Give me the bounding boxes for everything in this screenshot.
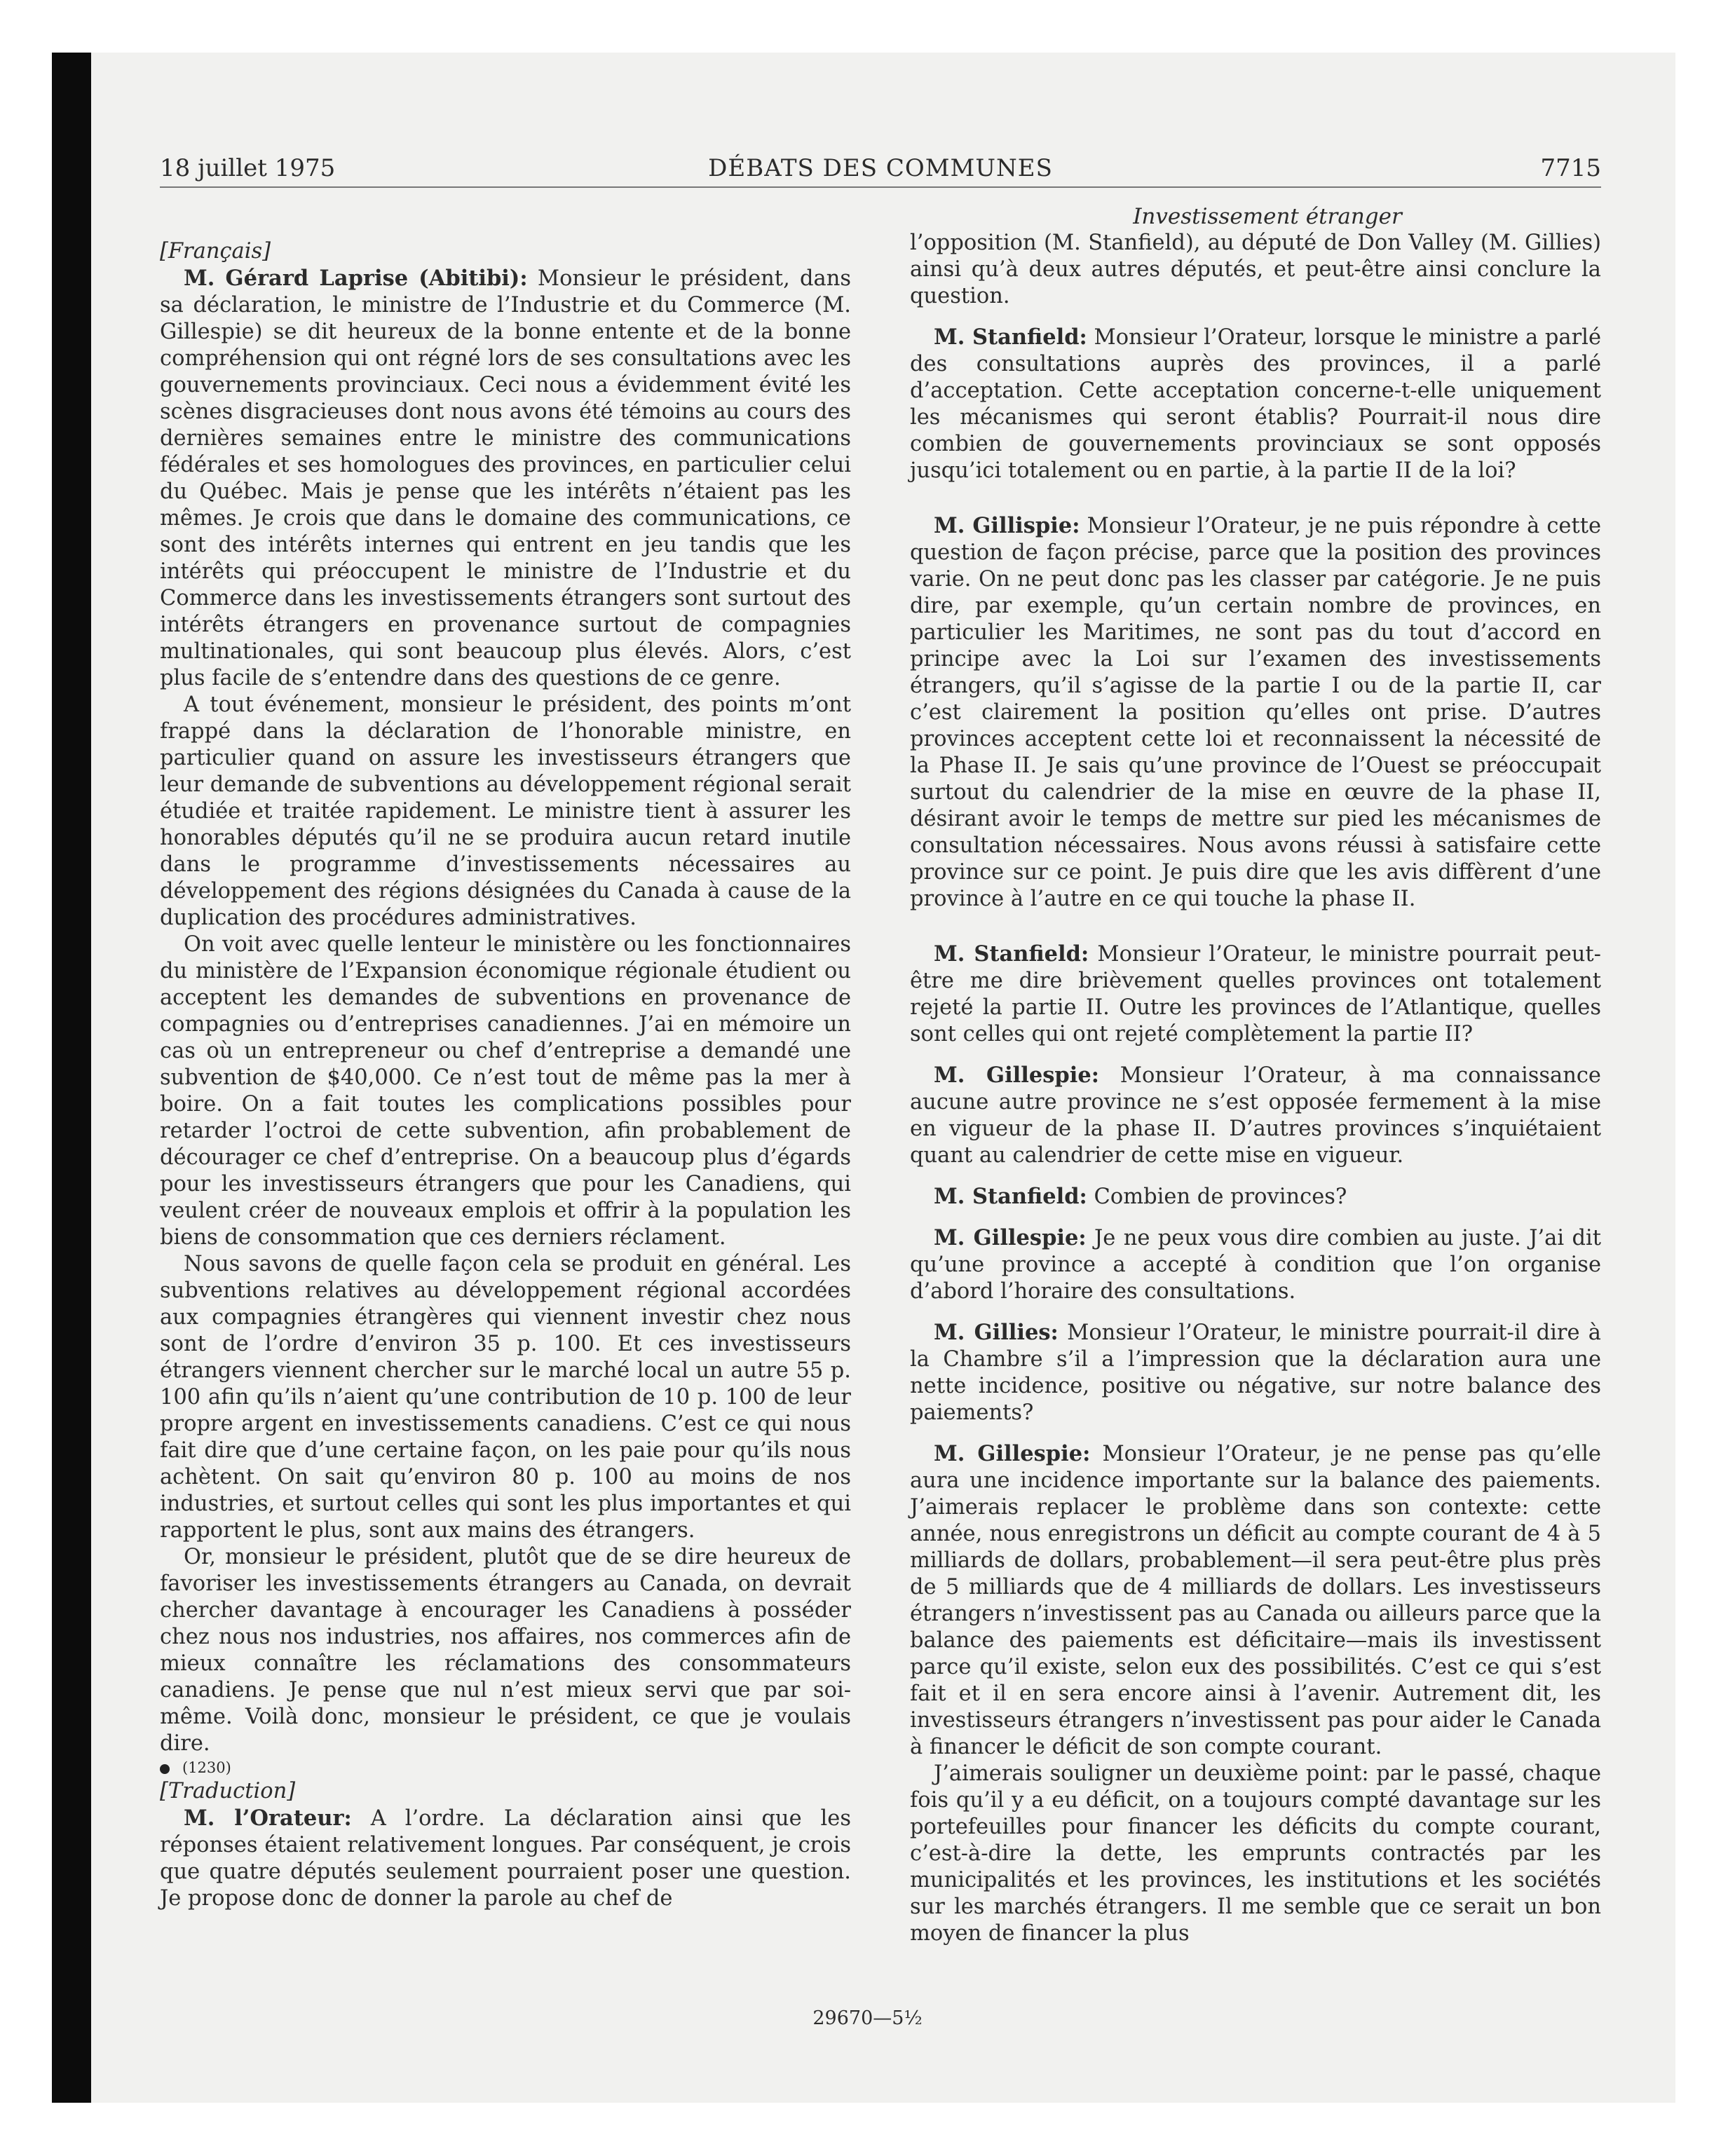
text-stanfield-2: Monsieur l’Orateur, le ministre pourrait peut-être me dire brièvement quelles provinces ont totalement rejeté la partie II. Outre les provinces de l’Atlantique, quelles sont celles qui ont rejeté complètement la partie II? bbox=[910, 942, 1601, 1046]
text-gillespie-2: Monsieur l’Orateur, à ma connaissance aucune autre province ne s’est opposée fermement à la mise en vigueur de la phase II. D’autres provinces s’inquiétaient quant au calendrier de cette mise en vigueur. bbox=[910, 1063, 1601, 1168]
speaker-laprise: M. Gérard Laprise (Abitibi): bbox=[184, 266, 528, 291]
text-gillespie-1: Monsieur l’Orateur, je ne puis répondre à cette question de façon précise, parce que la position des provinces varie. On ne peut donc pas les classer par catégorie. Je ne puis dire, par exemple, qu’un certain nombre de provinces, en particulier les Maritimes, ne sont pas du tout d’accord en principe avec la Loi sur l’examen des investissements étrangers, qu’il s’agisse de la partie I ou de la partie II, car c’est clairement la position qu’elles ont prise. D’autres provinces acceptent cette loi et reconnaissent la nécessité de la Phase II. Je sais qu’une province de l’Ouest se préoccupait surtout du calendrier de la mise en œuvre de la phase II, désirant avoir le temps de mettre sur pied les mécanismes de consultation nécessaires. Nous avons réussi à satisfaire cette province sur ce point. Je puis dire que les avis diffèrent d’une province à l’autre en ce qui touche la phase II. bbox=[910, 514, 1602, 911]
text-stanfield-1: Monsieur l’Orateur, lorsque le ministre a parlé des consultations auprès des provinces, il a parlé d’acceptation. Cette acceptation concerne-t-elle uniquement les mécanismes qui seront établis? Pourrait-il nous dire combien de gouvernements provinciaux se sont opposés jusqu’ici totalement ou en partie, à la partie II de la loi? bbox=[910, 325, 1601, 483]
paragraph-continued: l’opposition (M. Stanfield), au député de Don Valley (M. Gillies) ainsi qu’à deux autres députés, et peut-être ainsi conclure la question. bbox=[910, 231, 1601, 308]
page-header bbox=[160, 153, 1601, 188]
text-stanfield-3: Combien de provinces? bbox=[1094, 1185, 1347, 1209]
text-gillespie-4: Monsieur l’Orateur, je ne pense pas qu’elle aura une incidence importante sur la balance des paiements. J’aimerais replacer le problème dans son contexte: cette année, nous enregistrons un déficit au compte courant de 4 à 5 milliards de dollars, probablement—il sera peut-être plus près de 5 milliards que de 4 milliards de dollars. Les investisseurs étrangers n’investissent pas au Canada ou ailleurs parce que la balance des paiements est déficitaire—mais ils investissent parce qu’il existe, selon eux des possibilités. C’est ce qui s’est fait et il en sera encore ainsi à l’avenir. Autrement dit, les investisseurs étrangers n’investissent pas pour aider le Canada à financer le déficit de son compte courant. bbox=[910, 1442, 1601, 1759]
paragraph-laprise-4: Nous savons de quelle façon cela se produit en général. Les subventions relatives au développement régional accordées aux compagnies étrangères qui viennent investir chez nous sont de l’ordre d’environ 35 p. 100. Et ces investisseurs étrangers viennent chercher sur le marché local un autre 55 p. 100 afin qu’ils n’aient qu’une contribution de 10 p. 100 de leur propre argent en investissements canadiens. C’est ce qui nous fait dire que d’une certaine façon, on les paie pour qu’ils nous achètent. On sait qu’environ 80 p. 100 au moins de nos industries, et surtout celles qui sont les plus importantes et qui rapportent le plus, sont aux mains des étrangers. bbox=[160, 1252, 851, 1543]
text-gillespie-3: Je ne peux vous dire combien au juste. J’ai dit qu’une province a accepté à condition que l’on organise d’abord l’horaire des consultations. bbox=[910, 1226, 1601, 1304]
paragraph-stanfield-1 bbox=[910, 324, 1601, 484]
paragraph-gillespie-4 bbox=[910, 1440, 1601, 1761]
text-orateur: A l’ordre. La déclaration ainsi que les réponses étaient relativement longues. Par conséquent, je crois que quatre députés seulement pourraient poser une question. Je propose donc de donner la parole au chef de bbox=[160, 1806, 851, 1911]
speaker-stanfield-2: M. Stanfield: bbox=[934, 941, 1089, 967]
time-marker-text: (1230) bbox=[182, 1759, 231, 1776]
speaker-orateur: M. l’Orateur: bbox=[184, 1806, 352, 1831]
speaker-gillespie-2: M. Gillespie: bbox=[934, 1063, 1100, 1088]
speaker-gillies: M. Gillies: bbox=[934, 1320, 1059, 1345]
scan-edge-bar bbox=[52, 53, 91, 2103]
page-footer-code: 29670—5½ bbox=[812, 2007, 923, 2029]
left-column bbox=[160, 238, 851, 1912]
header-date: 18 juillet 1975 bbox=[160, 154, 336, 182]
text-gillies: Monsieur l’Orateur, le ministre pourrait-il dire à la Chambre s’il a l’impression que la déclaration aura une nette incidence, positive ou négative, sur notre balance des paiements? bbox=[910, 1321, 1601, 1425]
speaker-gillespie-3: M. Gillespie: bbox=[934, 1225, 1087, 1250]
time-marker bbox=[160, 1757, 851, 1778]
paragraph-laprise-5: Or, monsieur le président, plutôt que de se dire heureux de favoriser les investissements étrangers au Canada, on devrait chercher davantage à encourager les Canadiens à posséder chez nous nos industries, nos affaires, nos commerces afin de mieux connaître les réclamations des consommateurs canadiens. Je pense que nul n’est mieux servi que par soi-même. Voilà donc, monsieur le président, ce que je voulais dire. bbox=[160, 1545, 851, 1756]
paragraph-gillies bbox=[910, 1319, 1601, 1426]
speaker-stanfield-3: M. Stanfield: bbox=[934, 1184, 1087, 1209]
paragraph-laprise-2: A tout événement, monsieur le président, des points m’ont frappé dans la déclaration de l’honorable ministre, en particulier quand on assure les investisseurs étrangers que leur demande de subventions au développement régional serait étudiée et traitée rapidement. Le ministre tient à assurer les honorables députés qu’il ne se produira aucun retard inutile dans le programme d’investissements nécessaires au développement des régions désignées du Canada à cause de la duplication des procédures administratives. bbox=[160, 692, 851, 930]
paragraph-laprise-3: On voit avec quelle lenteur le ministère ou les fonctionnaires du ministère de l’Expansion économique régionale étudient ou acceptent les demandes de subventions en provenance de compagnies ou d’entreprises canadiennes. J’ai en mémoire un cas où un entrepreneur ou chef d’entreprise a demandé une subvention de $40,000. Ce n’est tout de même pas la mer à boire. On a fait toutes les complications possibles pour retarder l’octroi de cette subvention, afin probablement de décourager ce chef d’entreprise. On a beaucoup plus d’égards pour les investisseurs étrangers que pour les Canadiens, qui veulent créer de nouveaux emplois et offrir à la population les biens de consommation que ces derniers réclament. bbox=[160, 932, 851, 1250]
section-label-traduction: [Traduction] bbox=[160, 1779, 296, 1803]
speaker-gillespie-4: M. Gillespie: bbox=[934, 1441, 1091, 1466]
text-laprise-1: Monsieur le président, dans sa déclaration, le ministre de l’Industrie et du Commerce (M. Gillespie) se dit heureux de la bonne entente et de la bonne compréhension qui ont régné lors de ses consultations avec les gouvernements provinciaux. Ceci nous a évidemment évité les scènes disgracieuses dont nous avons été témoins au cours des dernières semaines entre le ministre des communications fédérales et ses homologues des provinces, en particulier celui du Québec. Mais je pense que les intérêts n’étaient pas les mêmes. Je crois que dans le domaine des communications, ce sont des intérêts internes qui entrent en jeu tandis que les intérêts qui préoccupent le ministre de l’Industrie et du Commerce dans les investissements étrangers sont surtout des intérêts étrangers en provenance surtout de compagnies multinationales, qui sont beaucoup plus élevés. Alors, c’est plus facile de s’entendre dans des questions de ce genre. bbox=[160, 266, 852, 690]
speaker-gillespie-1: M. Gillispie: bbox=[934, 513, 1080, 538]
paragraph-gillespie-1 bbox=[910, 512, 1601, 913]
paragraph-gillespie-2 bbox=[910, 1062, 1601, 1169]
paragraph-orateur bbox=[160, 1805, 851, 1912]
paragraph-gillespie-3 bbox=[910, 1224, 1601, 1305]
paragraph-stanfield-3 bbox=[910, 1183, 1601, 1210]
header-page-number: 7715 bbox=[1540, 154, 1601, 182]
paragraph-laprise bbox=[160, 265, 851, 692]
speaker-stanfield-1: M. Stanfield: bbox=[934, 325, 1087, 350]
header-rule bbox=[160, 186, 1601, 188]
bullet-icon bbox=[160, 1764, 170, 1774]
paragraph-stanfield-2 bbox=[910, 941, 1601, 1048]
running-title: Investissement étranger bbox=[1133, 204, 1402, 229]
right-column bbox=[910, 203, 1601, 1947]
paragraph-gillespie-5: J’aimerais souligner un deuxième point: par le passé, chaque fois qu’il y a eu déficit, on a toujours compté davantage sur les portefeuilles pour financer les déficits du compte courant, c’est-à-dire la dette, les emprunts contractés par les municipalités et les provinces, les institutions et les sociétés sur les marchés étrangers. Il me semble que ce serait un bon moyen de financer la plus bbox=[910, 1761, 1601, 1946]
header-title: DÉBATS DES COMMUNES bbox=[708, 154, 1053, 182]
section-label-francais: [Français] bbox=[160, 239, 271, 264]
